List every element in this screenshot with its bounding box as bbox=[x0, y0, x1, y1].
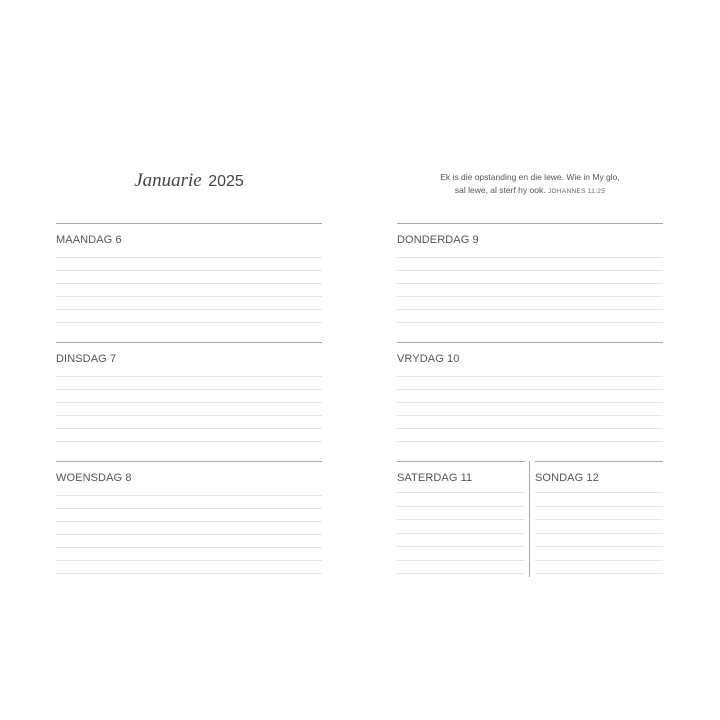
writing-line bbox=[56, 508, 322, 509]
writing-line bbox=[56, 402, 322, 403]
day-divider bbox=[56, 342, 322, 343]
writing-line bbox=[535, 573, 663, 574]
writing-line bbox=[56, 534, 322, 535]
weekend-divider bbox=[529, 461, 530, 577]
day-label-wednesday: WOENSDAG 8 bbox=[56, 472, 132, 484]
writing-line bbox=[397, 296, 663, 297]
year: 2025 bbox=[208, 173, 244, 190]
day-divider bbox=[397, 342, 663, 343]
writing-line bbox=[535, 533, 663, 534]
day-thursday bbox=[397, 223, 663, 338]
writing-line bbox=[397, 283, 663, 284]
writing-line bbox=[56, 270, 322, 271]
day-divider bbox=[397, 461, 525, 462]
writing-line bbox=[397, 376, 663, 377]
writing-line bbox=[56, 415, 322, 416]
day-divider bbox=[56, 461, 322, 462]
writing-line bbox=[56, 573, 322, 574]
writing-line bbox=[535, 519, 663, 520]
day-label-tuesday: DINSDAG 7 bbox=[56, 353, 117, 365]
writing-line bbox=[535, 560, 663, 561]
writing-line bbox=[397, 257, 663, 258]
writing-line bbox=[56, 296, 322, 297]
writing-line bbox=[56, 428, 322, 429]
writing-line bbox=[56, 257, 322, 258]
day-friday bbox=[397, 342, 663, 457]
writing-line bbox=[56, 560, 322, 561]
writing-line bbox=[397, 560, 525, 561]
writing-line bbox=[56, 309, 322, 310]
day-sunday bbox=[535, 461, 663, 576]
writing-line bbox=[535, 506, 663, 507]
writing-line bbox=[397, 415, 663, 416]
writing-line bbox=[56, 283, 322, 284]
writing-line bbox=[535, 492, 663, 493]
writing-line bbox=[56, 441, 322, 442]
month-title bbox=[56, 170, 322, 192]
day-label-friday: VRYDAG 10 bbox=[397, 353, 460, 365]
writing-line bbox=[56, 547, 322, 548]
writing-line bbox=[56, 322, 322, 323]
verse-line-2-text: sal lewe, al sterf hy ook. bbox=[454, 184, 546, 195]
writing-line bbox=[397, 322, 663, 323]
day-monday bbox=[56, 223, 322, 338]
writing-line bbox=[397, 546, 525, 547]
writing-line bbox=[56, 376, 322, 377]
writing-line bbox=[397, 519, 525, 520]
writing-line bbox=[397, 309, 663, 310]
month-name: Januarie bbox=[134, 170, 202, 191]
day-label-monday: MAANDAG 6 bbox=[56, 234, 122, 246]
writing-line bbox=[56, 495, 322, 496]
day-divider bbox=[397, 223, 663, 224]
writing-line bbox=[397, 492, 525, 493]
verse-line-2 bbox=[397, 184, 663, 199]
day-saturday bbox=[397, 461, 525, 576]
writing-line bbox=[397, 270, 663, 271]
day-divider bbox=[535, 461, 663, 462]
day-label-saturday: SATERDAG 11 bbox=[397, 472, 473, 484]
writing-line bbox=[397, 428, 663, 429]
writing-line bbox=[56, 389, 322, 390]
day-divider bbox=[56, 223, 322, 224]
bible-verse bbox=[397, 171, 663, 198]
writing-line bbox=[56, 521, 322, 522]
writing-line bbox=[535, 546, 663, 547]
day-label-sunday: SONDAG 12 bbox=[535, 472, 599, 484]
writing-line bbox=[397, 506, 525, 507]
day-wednesday bbox=[56, 461, 322, 576]
writing-line bbox=[397, 533, 525, 534]
day-tuesday bbox=[56, 342, 322, 457]
writing-line bbox=[397, 441, 663, 442]
verse-reference: JOHANNES 11:25 bbox=[547, 187, 606, 195]
writing-line bbox=[397, 402, 663, 403]
day-label-thursday: DONDERDAG 9 bbox=[397, 234, 479, 246]
verse-line-1: Ek is die opstanding en die lewe. Wie in My glo, bbox=[440, 172, 620, 182]
writing-line bbox=[397, 389, 663, 390]
writing-line bbox=[397, 573, 525, 574]
